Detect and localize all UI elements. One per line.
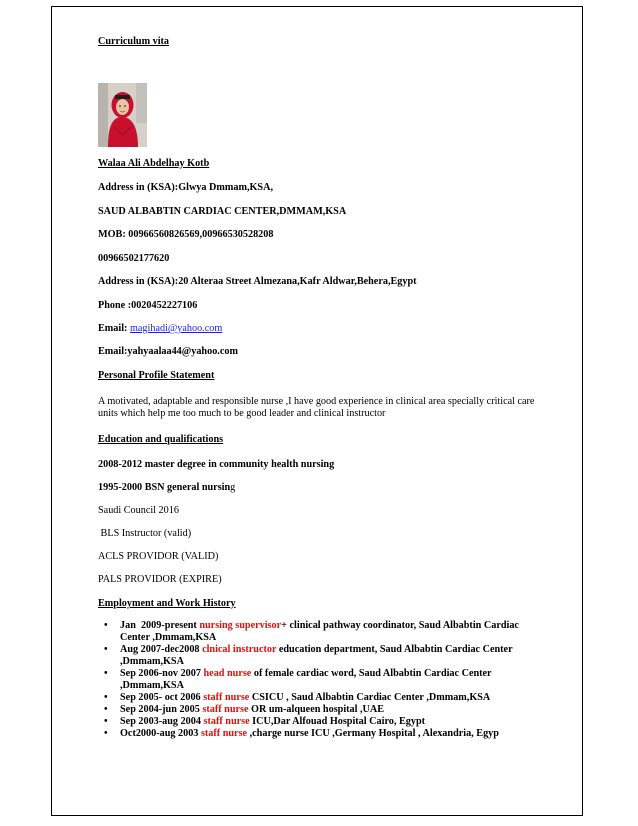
job-role: nursing supervisor (199, 620, 282, 631)
mobile-line: MOB: 00966560826569,00966530528208 (98, 229, 274, 240)
job-role: staff nurse (203, 716, 250, 727)
education-bsn-bold: 1995-2000 BSN general nursin (98, 482, 231, 493)
education-council: Saudi Council 2016 (98, 505, 179, 516)
bullet-icon: • (104, 668, 108, 679)
job-role: staff nurse (200, 728, 248, 739)
bullet-icon: • (104, 692, 108, 703)
address-egypt: Address in (KSA):20 Alteraa Street Almezana,Kafr Aldwar,Behera,Egypt (98, 276, 417, 287)
employment-item: • Sep 2004-jun 2005 staff nurse OR um-alqueen hospital ,UAE (104, 704, 385, 715)
education-acls: ACLS PROVIDOR (VALID) (98, 551, 219, 562)
bullet-icon: • (104, 728, 108, 739)
employment-item: • Aug 2007-dec2008 clnical instructor education department, Saud Albabtin Cardiac Center ,Dmmam,KSA (104, 644, 513, 667)
job-role: staff nurse (202, 704, 249, 715)
job-role: staff nurse (203, 692, 250, 703)
employment-list (98, 620, 538, 740)
education-bls: BLS Instructor (valid) (98, 528, 192, 539)
employment-item: • Sep 2003-aug 2004 staff nurse ICU,Dar Alfouad Hospital Cairo, Egypt (104, 716, 426, 727)
bullet-icon: • (104, 644, 108, 655)
profile-heading: Personal Profile Statement (98, 370, 215, 381)
email-label: Email: (98, 323, 128, 334)
education-pals: PALS PROVIDOR (EXPIRE) (98, 574, 222, 585)
profile-statement: A motivated, adaptable and responsible nurse ,I have good experience in clinical area specially critical care units which help me too much to be good leader and clinical instructor (98, 396, 535, 419)
email-line (98, 323, 222, 335)
job-role: head nurse (203, 668, 252, 679)
education-bsn-tail: g (230, 482, 236, 493)
email-line-2: Email:yahyaalaa44@yahoo.com (98, 346, 238, 357)
employment-item: • Sep 2006-nov 2007 head nurse of female cardiac word, Saud Albabtin Cardiac Center ,Dmmam,KSA (104, 668, 492, 691)
education-heading: Education and qualifications (98, 434, 224, 445)
bullet-icon: • (104, 620, 108, 631)
education-masters: 2008-2012 master degree in community health nursing (98, 459, 335, 470)
employment-item: • Sep 2005- oct 2006 staff nurse CSICU , Saud Albabtin Cardiac Center ,Dmmam,KSA (104, 692, 491, 703)
mobile-line-2: 00966502177620 (98, 253, 170, 264)
education-bsn (98, 482, 235, 494)
applicant-name: Walaa Ali Abdelhay Kotb (98, 158, 210, 169)
document-title: Curriculum vita (98, 36, 170, 47)
workplace-line: SAUD ALBABTIN CARDIAC CENTER,DMMAM,KSA (98, 206, 347, 217)
bullet-icon: • (104, 704, 108, 715)
email-link[interactable]: magihadi@yahoo.com (129, 323, 223, 334)
employment-heading: Employment and Work History (98, 598, 236, 609)
bullet-icon: • (104, 716, 108, 727)
phone-line: Phone :0020452227106 (98, 300, 198, 311)
profile-photo (98, 83, 147, 147)
address-ksa-1: Address in (KSA):Glwya Dmmam,KSA, (98, 182, 273, 193)
employment-item: • Jan 2009-present nursing supervisor+ clinical pathway coordinator, Saud Albabtin Cardiac Center ,Dmmam,KSA (104, 620, 519, 643)
job-role: clnical instructor (202, 644, 277, 655)
employment-item: • Oct2000-aug 2003 staff nurse ,charge nurse ICU ,Germany Hospital , Alexandria, Egyp (104, 728, 499, 739)
